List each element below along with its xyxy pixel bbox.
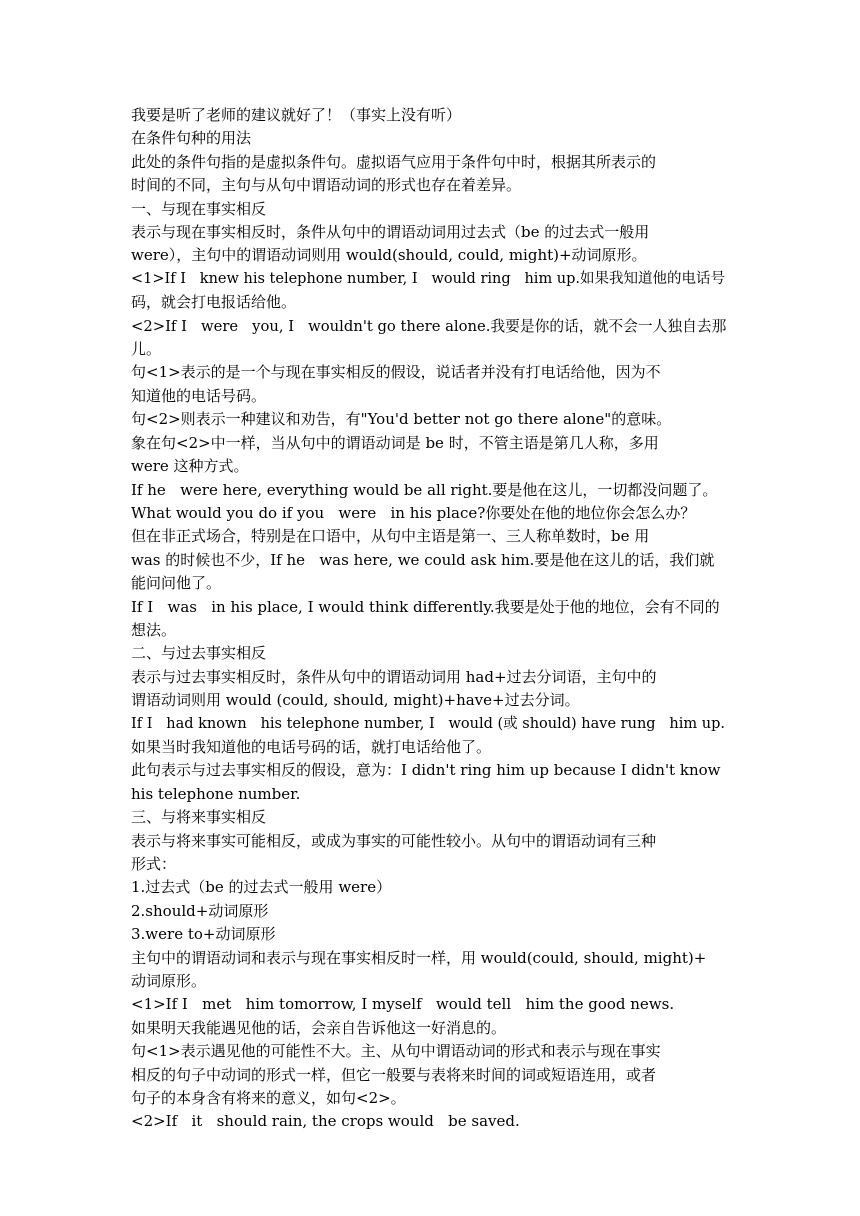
example-line: If he were here, everything would be all right.要是他在这儿，一切都没问题了。 (131, 480, 718, 499)
text-line: 句<1>表示遇见他的可能性不大。主、从句中谓语动词的形式和表示与现在事实 (131, 1042, 661, 1061)
text-line: 谓语动词则用 would (could, should, might)+have+过去分词。 (131, 691, 580, 710)
section-heading: 一、与现在事实相反 (131, 199, 267, 218)
text-line: 表示与现在事实相反时，条件从句中的谓语动词用过去式（be 的过去式一般用 (131, 223, 650, 242)
example-line: If I had known his telephone number, I would (或 should) have rung him up. (131, 715, 725, 732)
text-line: 时间的不同，主句与从句中谓语动词的形式也存在着差异。 (131, 176, 522, 195)
list-item: 1.过去式（be 的过去式一般用 were） (131, 878, 392, 897)
text-line: his telephone number. (131, 784, 301, 803)
document-body (131, 104, 731, 1134)
text-line: 象在句<2>中一样，当从句中的谓语动词是 be 时，不管主语是第几人称，多用 (131, 433, 659, 452)
example-line: <1>If I met him tomorrow, I myself would tell him the good news. (131, 995, 675, 1014)
example-line: What would you do if you were in his place?你要处在他的地位你会怎么办？ (131, 503, 696, 522)
text-line: 我要是听了老师的建议就好了！（事实上没有听） (131, 106, 462, 124)
text-line: 但在非正式场合，特别是在口语中，从句中主语是第一、三人称单数时，be 用 (131, 527, 650, 546)
text-line: 码，就会打电报话给他。 (131, 293, 297, 312)
example-line: <1>If I knew his telephone number, I would ring him up.如果我知道他的电话号 (131, 270, 726, 287)
text-line: was 的时候也不少，If he was here, we could ask him.要是他在这儿的话，我们就 (131, 550, 715, 569)
text-line: 表示与过去事实相反时，条件从句中的谓语动词用 had+过去分词语，主句中的 (131, 667, 657, 686)
text-line: 形式： (131, 855, 177, 873)
example-line: If I was in his place, I would think differently.我要是处于他的地位，会有不同的 (131, 597, 720, 616)
section-heading: 二、与过去事实相反 (131, 644, 267, 663)
text-line: 如果明天我能遇见他的话，会亲自告诉他这一好消息的。 (131, 1018, 507, 1037)
text-line: were），主句中的谓语动词则用 would(should, could, might)+动词原形。 (131, 246, 647, 265)
text-line: 句<1>表示的是一个与现在事实相反的假设，说话者并没有打电话给他，因为不 (131, 363, 661, 382)
section-heading: 三、与将来事实相反 (131, 808, 267, 827)
list-item: 3.were to+动词原形 (131, 925, 276, 944)
text-line: 句子的本身含有将来的意义，如句<2>。 (131, 1089, 406, 1108)
text-line: 相反的句子中动词的形式一样，但它一般要与表将来时间的词或短语连用，或者 (131, 1065, 657, 1084)
text-line: 如果当时我知道他的电话号码的话，就打电话给他了。 (131, 737, 492, 756)
example-line: <2>If it should rain, the crops would be saved. (131, 1112, 520, 1131)
example-line: <2>If I were you, I wouldn't go there alone.我要是你的话，就不会一人独自去那 (131, 317, 727, 335)
text-line: 主句中的谓语动词和表示与现在事实相反时一样，用 would(could, should, might)+ (131, 948, 707, 967)
text-line: 表示与将来事实可能相反，或成为事实的可能性较小。从句中的谓语动词有三种 (131, 831, 657, 850)
text-line: 在条件句种的用法 (131, 129, 252, 148)
list-item: 2.should+动词原形 (131, 901, 269, 920)
text-line: were 这种方式。 (131, 457, 249, 476)
text-line: 儿。 (131, 340, 162, 359)
text-line: 动词原形。 (131, 972, 207, 991)
text-line: 能问问他了。 (131, 574, 222, 593)
text-line: 此处的条件句指的是虚拟条件句。虚拟语气应用于条件句中时，根据其所表示的 (131, 152, 657, 171)
text-line: 此句表示与过去事实相反的假设，意为：I didn't ring him up because I didn't know (131, 761, 721, 780)
text-line: 想法。 (131, 620, 177, 639)
text-line: 知道他的电话号码。 (131, 386, 267, 405)
text-line: 句<2>则表示一种建议和劝告，有"You'd better not go there alone"的意味。 (131, 410, 672, 429)
